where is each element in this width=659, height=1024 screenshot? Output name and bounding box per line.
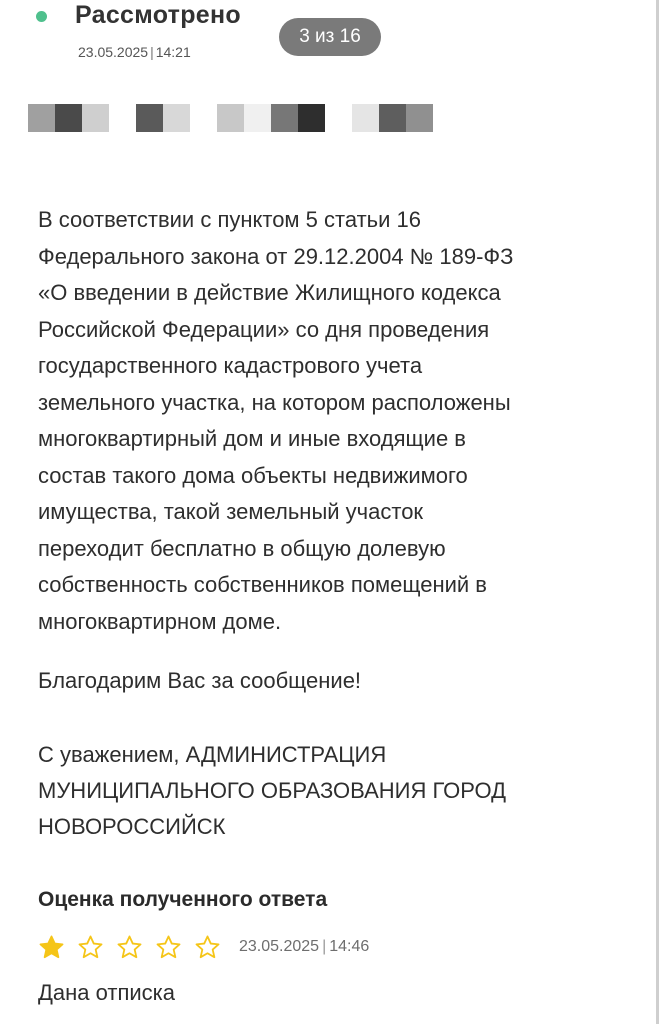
rating-date: 23.05.2025 bbox=[239, 938, 320, 955]
redaction-block bbox=[163, 104, 190, 132]
star-empty-icon bbox=[116, 934, 143, 961]
image-counter-badge: 3 из 16 bbox=[279, 18, 381, 56]
status-dot-icon bbox=[36, 11, 47, 22]
star-empty-icon bbox=[194, 934, 221, 961]
redaction-block bbox=[136, 104, 163, 132]
star-rating bbox=[38, 934, 233, 961]
status-row bbox=[36, 0, 241, 30]
star-empty-icon bbox=[155, 934, 182, 961]
star-empty-icon bbox=[77, 934, 104, 961]
redaction-block bbox=[82, 104, 109, 132]
thanks-line: Благодарим Вас за сообщение! bbox=[38, 668, 362, 693]
status-date: 23.05.2025 bbox=[78, 44, 149, 60]
signature-block: С уважением, АДМИНИСТРАЦИЯ МУНИЦИПАЛЬНОГО ОБРАЗОВАНИЯ ГОРОД НОВОРОССИЙСК bbox=[38, 742, 506, 839]
rating-timestamp bbox=[239, 938, 369, 956]
status-timestamp bbox=[78, 44, 191, 60]
response-body bbox=[38, 202, 638, 640]
redaction-block bbox=[406, 104, 433, 132]
redaction-block bbox=[352, 104, 379, 132]
rating-comment: Дана отписка bbox=[38, 980, 176, 1005]
status-label: Рассмотрено bbox=[75, 0, 241, 29]
rating-time: 14:46 bbox=[329, 938, 370, 955]
redaction-block bbox=[244, 104, 271, 132]
redaction-block bbox=[271, 104, 298, 132]
redaction-block bbox=[217, 104, 244, 132]
rating-title: Оценка полученного ответа bbox=[38, 888, 328, 911]
redaction-block bbox=[190, 104, 217, 132]
status-time: 14:21 bbox=[155, 44, 191, 60]
rating-timestamp-separator: | bbox=[322, 938, 327, 955]
response-body-text: В соответствии с пунктом 5 статьи 16 Федерального закона от 29.12.2004 № 189-ФЗ «О введении в действие Жилищного кодекса Российской Федерации» со дня проведения государственного кадастрового учета земельного участка, на котором расположены многоквартирный дом и иные входящие в состав такого дома объекты недвижимого имущества, такой земельный участок переходит бесплатно в общую долевую собственность собственников помещений в многоквартирном доме. bbox=[38, 207, 514, 634]
redaction-block bbox=[28, 104, 55, 132]
redaction-block bbox=[298, 104, 325, 132]
redaction-block bbox=[379, 104, 406, 132]
redaction-block bbox=[109, 104, 136, 132]
redacted-pixelated-text bbox=[28, 104, 433, 132]
rating-row bbox=[38, 932, 369, 962]
timestamp-separator: | bbox=[150, 44, 154, 60]
redaction-block bbox=[55, 104, 82, 132]
redaction-block bbox=[325, 104, 352, 132]
star-filled-icon bbox=[38, 934, 65, 961]
